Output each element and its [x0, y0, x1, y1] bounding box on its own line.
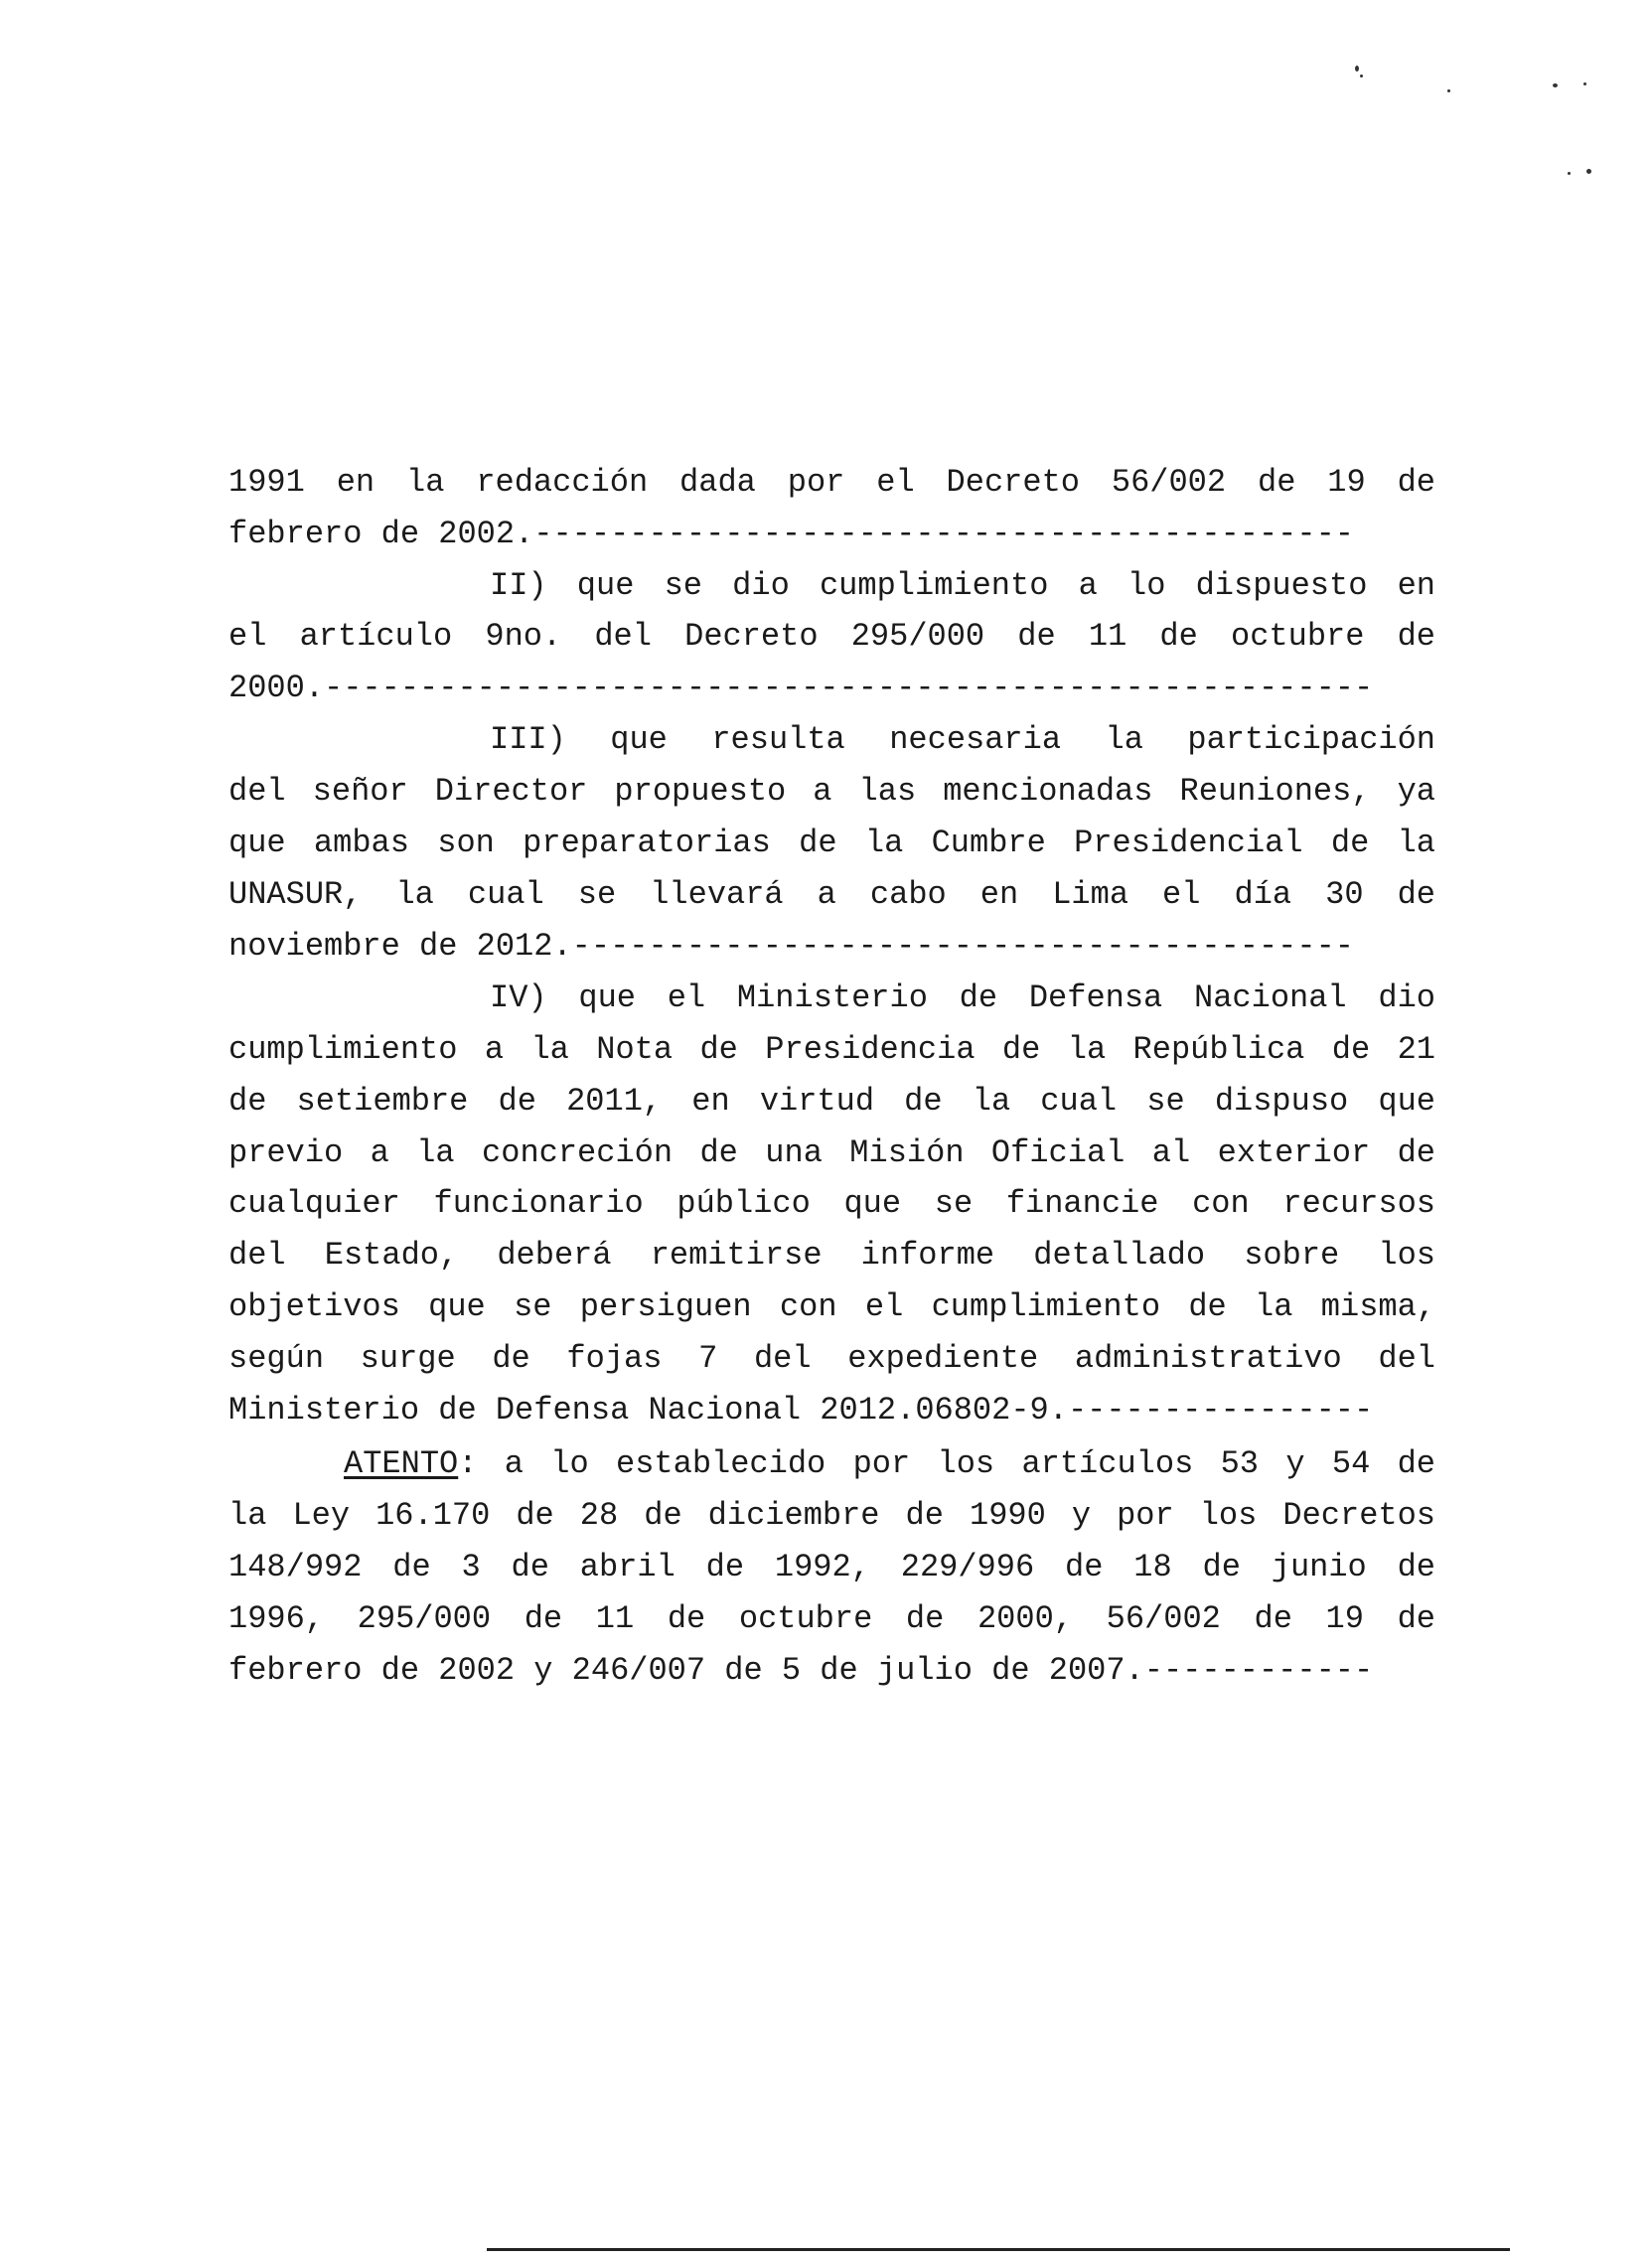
text-line: cumplimiento a la Nota de Presidencia de la República de 21 [228, 1031, 1435, 1068]
scan-speck [1568, 172, 1571, 175]
text-line: febrero de 2002.------------------------------------------- [228, 516, 1354, 552]
atento-line [344, 1438, 1435, 1490]
scan-speck [1553, 83, 1558, 87]
text-line: noviembre de 2012.----------------------------------------- [228, 928, 1354, 965]
text-line-indented: II) que se dio cumplimiento a lo dispuesto en [490, 567, 1435, 604]
atento-heading: ATENTO [344, 1445, 459, 1482]
scan-speck [1447, 89, 1450, 92]
text-line-indented: III) que resulta necesaria la participación [490, 721, 1435, 758]
scan-speck [1355, 66, 1359, 72]
scan-speck [1360, 75, 1363, 77]
text-line: 1991 en la redacción dada por el Decreto 56/002 de 19 de [228, 464, 1435, 501]
text-line: previo a la concreción de una Misión Oficial al exterior de [228, 1134, 1435, 1171]
text-line: UNASUR, la cual se llevará a cabo en Lima el día 30 de [228, 876, 1435, 913]
text-line: que ambas son preparatorias de la Cumbre Presidencial de la [228, 825, 1435, 861]
text-line: de setiembre de 2011, en virtud de la cual se dispuso que [228, 1083, 1435, 1120]
text-line: la Ley 16.170 de 28 de diciembre de 1990 y por los Decretos [228, 1497, 1435, 1534]
page-bottom-rule [487, 2248, 1510, 2251]
text-line: cualquier funcionario público que se financie con recursos [228, 1185, 1435, 1222]
text-line: del Estado, deberá remitirse informe detallado sobre los [228, 1237, 1435, 1274]
text-line: 148/992 de 3 de abril de 1992, 229/996 de 18 de junio de [228, 1549, 1435, 1585]
text-line: el artículo 9no. del Decreto 295/000 de 11 de octubre de [228, 618, 1435, 655]
text-line: del señor Director propuesto a las mencionadas Reuniones, ya [228, 773, 1435, 810]
text-line: 2000.------------------------------------------------------- [228, 670, 1374, 706]
scan-speck [1583, 82, 1586, 85]
text-line: Ministerio de Defensa Nacional 2012.06802-9.---------------- [228, 1392, 1374, 1429]
text-line: objetivos que se persiguen con el cumplimiento de la misma, [228, 1288, 1435, 1325]
text-line: según surge de fojas 7 del expediente administrativo del [228, 1340, 1435, 1377]
text-line: febrero de 2002 y 246/007 de 5 de julio de 2007.------------ [228, 1652, 1374, 1689]
text-line-indented: IV) que el Ministerio de Defensa Nacional dio [490, 979, 1435, 1016]
text-line: 1996, 295/000 de 11 de octubre de 2000, 56/002 de 19 de [228, 1600, 1435, 1637]
atento-text: : a lo establecido por los artículos 53 y 54 de [458, 1445, 1435, 1482]
scan-speck [1586, 169, 1591, 174]
